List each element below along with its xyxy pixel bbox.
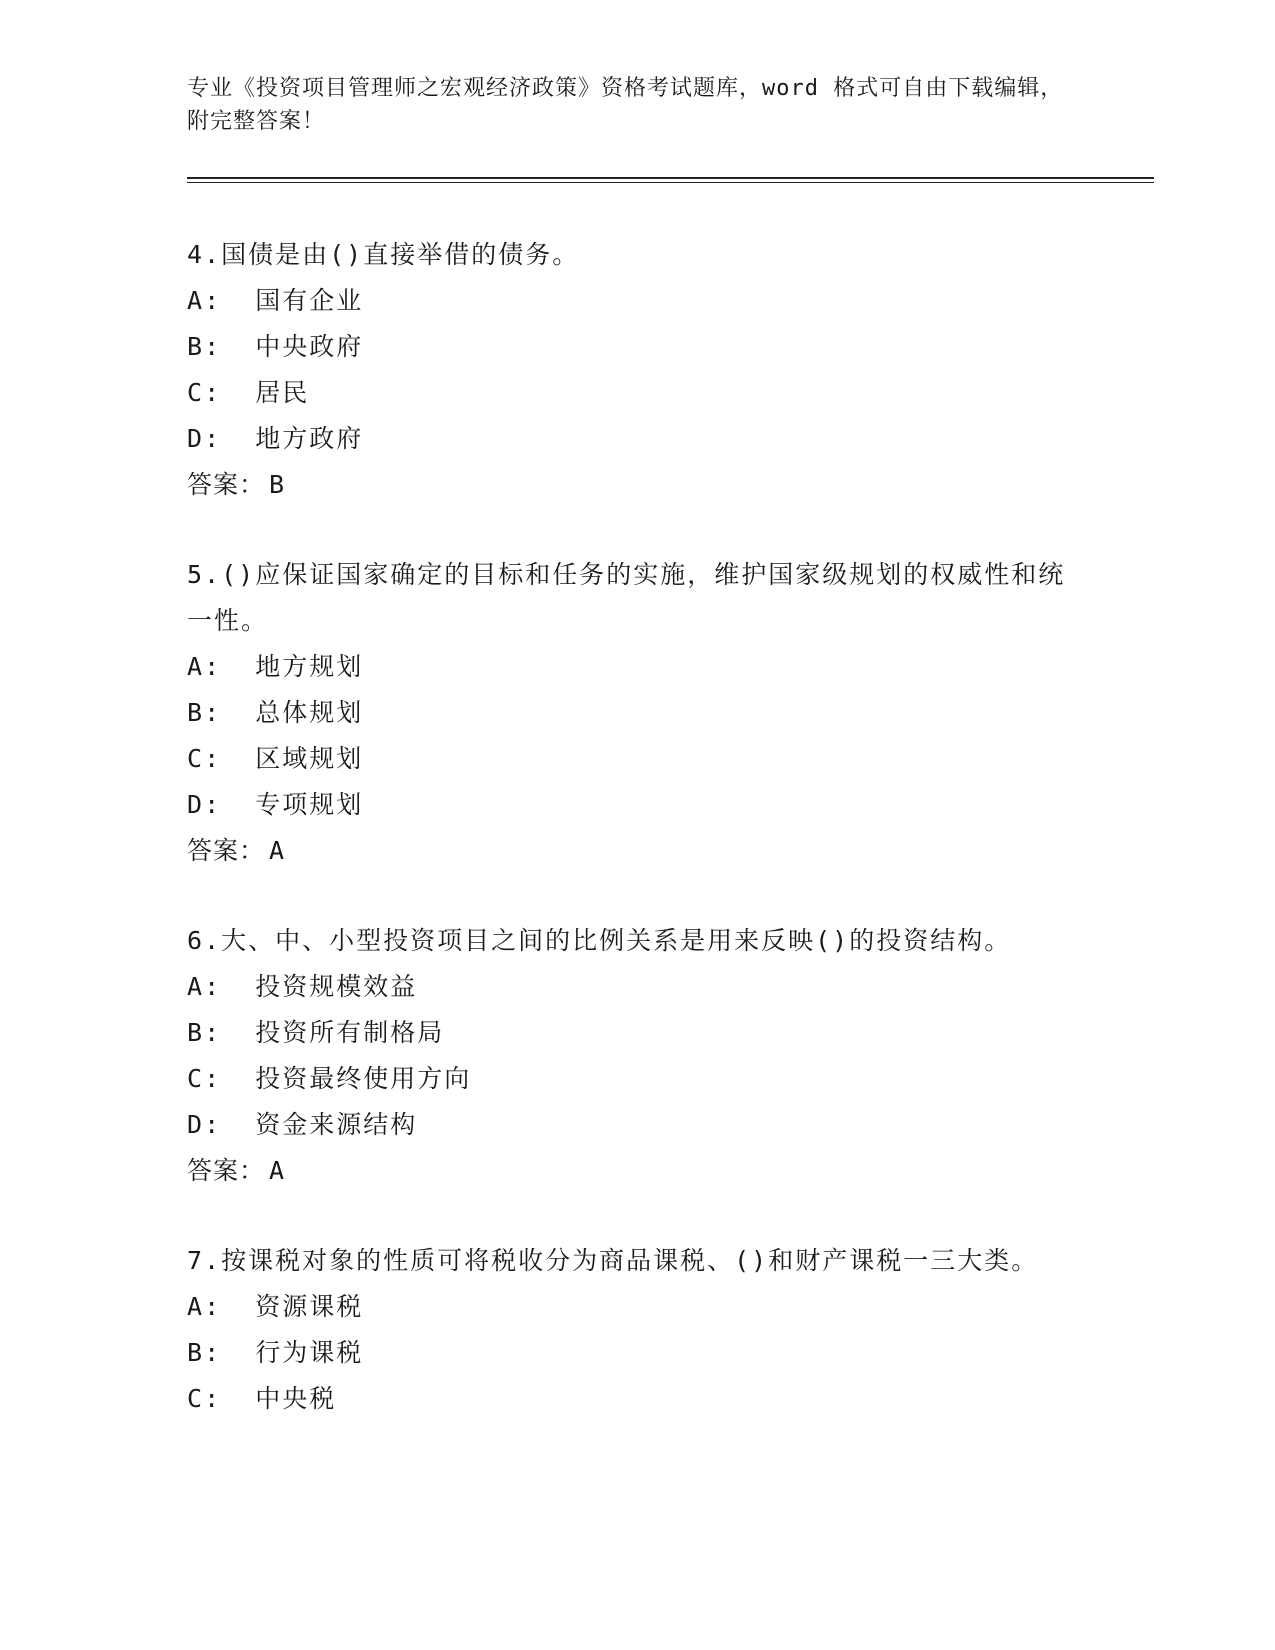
option-b: B: 行为课税 [187,1338,364,1367]
option-c: C: 区域规划 [187,744,364,773]
option-b: B: 投资所有制格局 [187,1018,445,1047]
question-item [187,552,1067,874]
option-d: D: 地方政府 [187,424,364,453]
document-header: 专业《投资项目管理师之宏观经济政策》资格考试题库，word 格式可自由下载编辑，附完整答案！ [187,76,1064,134]
option-c: C: 投资最终使用方向 [187,1064,472,1093]
answer-line [187,462,1067,508]
answer-value: A [269,836,286,865]
question-stem: 4.国债是由()直接举借的债务。 [187,240,580,269]
option-d: D: 专项规划 [187,790,364,819]
option-c: C: 居民 [187,378,310,407]
option-a: A: 地方规划 [187,652,364,681]
option-a: A: 资源课税 [187,1292,364,1321]
question-stem: 7.按课税对象的性质可将税收分为商品课税、()和财产课税一三大类。 [187,1246,1039,1275]
question-item [187,1238,1067,1422]
answer-line [187,1148,1067,1194]
option-a: A: 国有企业 [187,286,364,315]
option-b: B: 中央政府 [187,332,364,361]
option-a: A: 投资规模效益 [187,972,418,1001]
answer-line [187,828,1067,874]
header-divider [187,177,1154,183]
answer-label: 答案： [187,470,266,499]
question-stem: 6.大、中、小型投资项目之间的比例关系是用来反映()的投资结构。 [187,926,1012,955]
question-item [187,232,1067,508]
answer-value: A [269,1156,286,1185]
option-d: D: 资金来源结构 [187,1110,418,1139]
option-c: C: 中央税 [187,1384,337,1413]
answer-value: B [269,470,286,499]
question-item [187,918,1067,1194]
option-b: B: 总体规划 [187,698,364,727]
question-list [187,232,1067,1466]
question-stem: 5.()应保证国家确定的目标和任务的实施，维护国家级规划的权威性和统一性。 [187,560,1066,635]
answer-label: 答案： [187,836,266,865]
answer-label: 答案： [187,1156,266,1185]
